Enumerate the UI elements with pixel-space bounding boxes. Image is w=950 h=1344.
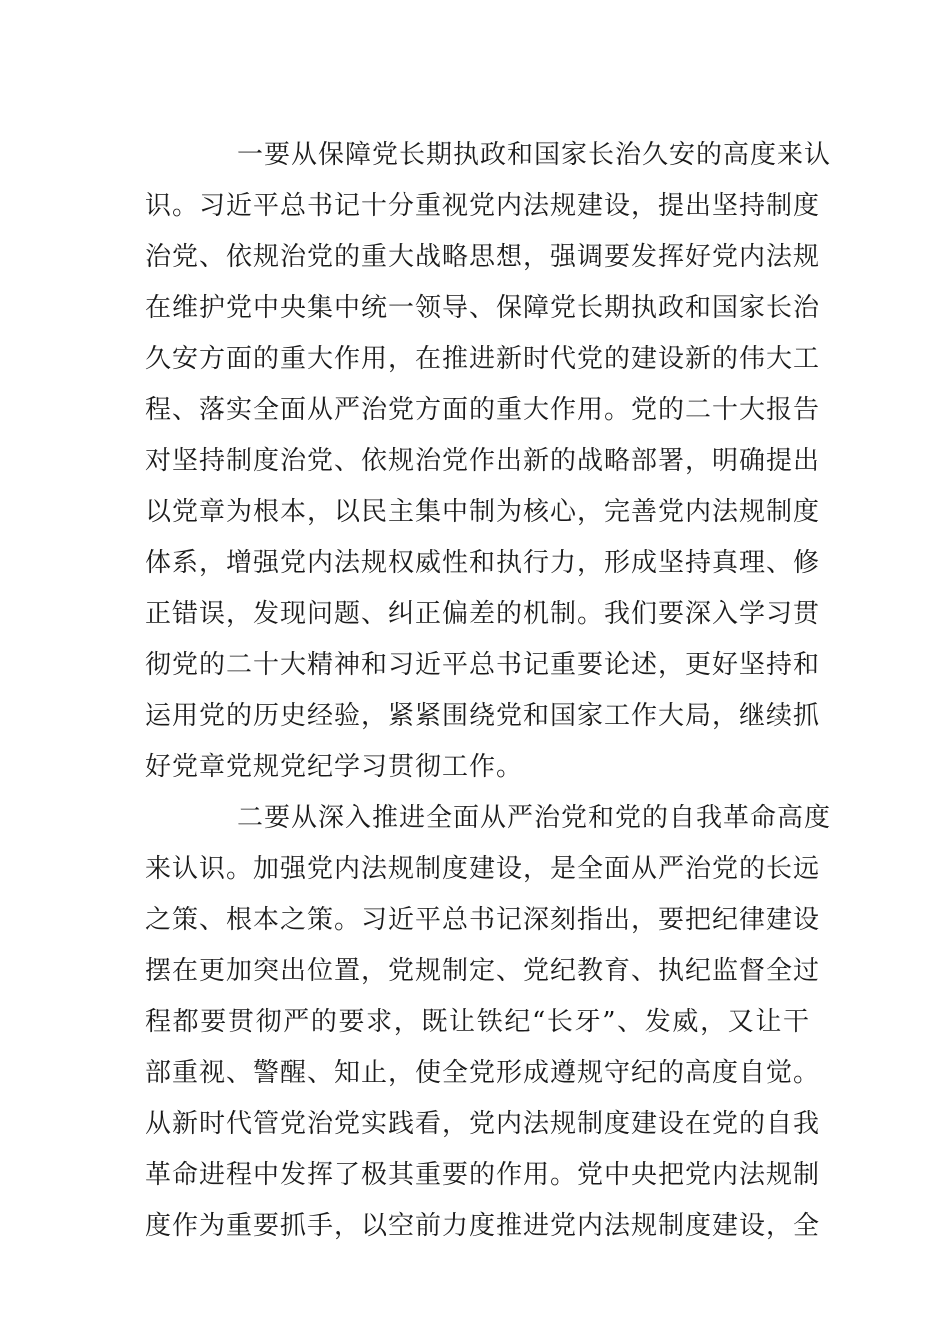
paragraph-1-line-4: 在维护党中央集中统一领导、保障党长期执政和国家长治 — [145, 293, 821, 323]
paragraph-1-line-12: 运用党的历史经验，紧紧围绕党和国家工作大局，继续抓 — [145, 701, 821, 731]
paragraph-2-line-8: 革命进程中发挥了极其重要的作用。党中央把党内法规制 — [145, 1160, 821, 1190]
paragraph-2-line-7: 从新时代管党治党实践看，党内法规制度建设在党的自我 — [145, 1109, 821, 1139]
paragraph-1-line-5: 久安方面的重大作用，在推进新时代党的建设新的伟大工 — [145, 344, 821, 374]
paragraph-1-line-11: 彻党的二十大精神和习近平总书记重要论述，更好坚持和 — [145, 650, 821, 680]
paragraph-1-line-3: 治党、依规治党的重大战略思想，强调要发挥好党内法规 — [145, 242, 821, 272]
paragraph-1-line-10: 正错误，发现问题、纠正偏差的机制。我们要深入学习贯 — [145, 599, 821, 629]
paragraph-2-line-2: 来认识。加强党内法规制度建设，是全面从严治党的长远 — [145, 854, 821, 884]
paragraph-1-line-13: 好党章党规党纪学习贯彻工作。 — [145, 752, 524, 782]
paragraph-1-line-8: 以党章为根本，以民主集中制为核心，完善党内法规制度 — [145, 497, 821, 527]
paragraph-1-line-6: 程、落实全面从严治党方面的重大作用。党的二十大报告 — [145, 395, 821, 425]
paragraph-2-line-3: 之策、根本之策。习近平总书记深刻指出，要把纪律建设 — [145, 905, 821, 935]
paragraph-1-line-7: 对坚持制度治党、依规治党作出新的战略部署，明确提出 — [145, 446, 821, 476]
paragraph-1-line-2: 识。习近平总书记十分重视党内法规建设，提出坚持制度 — [145, 191, 821, 221]
document-body — [145, 130, 832, 1252]
paragraph-2-line-1: 二要从深入推进全面从严治党和党的自我革命高度 — [237, 803, 832, 833]
paragraph-1-line-1: 一要从保障党长期执政和国家长治久安的高度来认 — [237, 140, 832, 170]
paragraph-2-line-6: 部重视、警醒、知止，使全党形成遵规守纪的高度自觉。 — [145, 1058, 821, 1088]
paragraph-2-line-9: 度作为重要抓手，以空前力度推进党内法规制度建设，全 — [145, 1211, 821, 1241]
paragraph-1-line-9: 体系，增强党内法规权威性和执行力，形成坚持真理、修 — [145, 548, 821, 578]
paragraph-2-line-4: 摆在更加突出位置，党规制定、党纪教育、执纪监督全过 — [145, 956, 821, 986]
paragraph-2-line-5: 程都要贯彻严的要求，既让铁纪“长牙”、发威，又让干 — [145, 1007, 810, 1037]
